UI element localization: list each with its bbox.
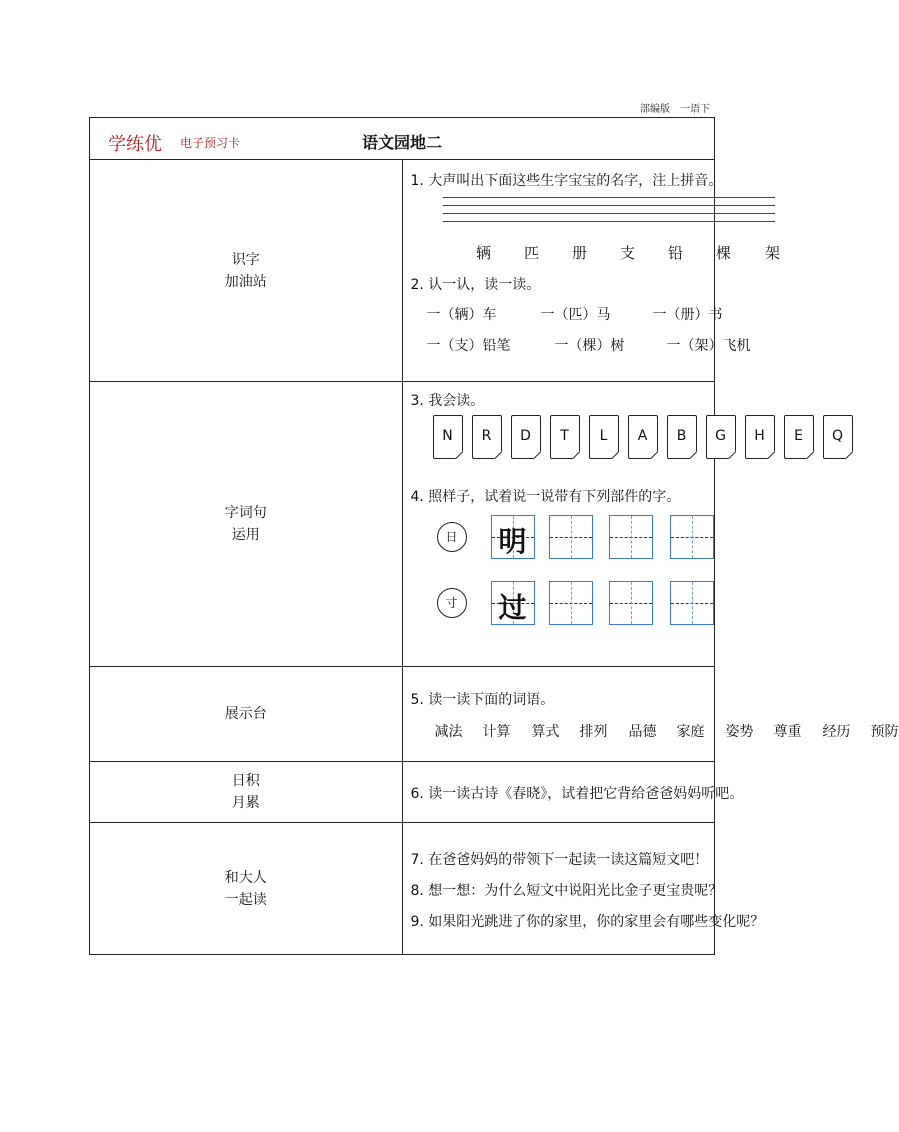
- letter-card: [823, 415, 853, 459]
- question-4: 4. 照样子，试着说一说带有下列部件的字。: [410, 489, 681, 505]
- radical-circle: 寸: [437, 588, 467, 618]
- letter: E: [794, 428, 803, 444]
- preview-card-table: [89, 117, 899, 955]
- letter: Q: [831, 428, 844, 444]
- radical-circle: 日: [437, 522, 467, 552]
- pinyin-line: [443, 213, 775, 214]
- new-char: 匹: [523, 244, 539, 262]
- measure-phrase: 一（架）飞机: [666, 338, 751, 354]
- section-label-line: 加油站: [224, 273, 267, 290]
- example-grid: [491, 515, 535, 559]
- letter: B: [676, 428, 687, 444]
- letter: D: [520, 428, 531, 444]
- section-label-line: 识字: [231, 251, 260, 268]
- letter-card: [628, 415, 658, 459]
- writing-grid[interactable]: [549, 515, 593, 559]
- new-char: 册: [571, 244, 587, 262]
- section-label-literacy: [90, 160, 403, 382]
- vocab-word: 姿势: [725, 724, 754, 740]
- title-row: [90, 118, 715, 160]
- new-char: 支: [619, 244, 635, 262]
- section-label-line: 运用: [231, 527, 260, 543]
- section-accumulation-content: [402, 762, 744, 823]
- section-literacy-content: [402, 160, 780, 382]
- letter-card: [589, 415, 619, 459]
- vocab-word: 减法: [434, 724, 463, 740]
- measure-phrase: 一（册）书: [652, 307, 723, 323]
- question-7: 7. 在爸爸妈妈的带领下一起读一读这篇短文吧！: [410, 852, 709, 868]
- example-grid: [491, 581, 535, 625]
- vocab-word: 家庭: [676, 724, 705, 740]
- question-2: 2. 认一认，读一读。: [410, 277, 541, 293]
- section-read-together-content: [402, 823, 765, 955]
- question-8: 8. 想一想：为什么短文中说阳光比金子更宝贵呢？: [410, 883, 723, 899]
- letter: A: [637, 428, 648, 444]
- measure-phrase: 一（匹）马: [540, 307, 611, 323]
- vocab-word: 经历: [822, 724, 851, 740]
- pinyin-line: [443, 205, 775, 206]
- letter: N: [442, 428, 453, 444]
- section-label-read-together: [90, 823, 403, 955]
- section-label-line: 和大人: [224, 869, 267, 886]
- vocab-word: 算式: [531, 724, 560, 740]
- letter-card: [706, 415, 736, 459]
- letter-card: [550, 415, 580, 459]
- letter-card: [784, 415, 814, 459]
- brand-subtitle: 电子预习卡: [180, 136, 241, 150]
- section-label-showcase: [90, 667, 403, 762]
- question-5: 5. 读一读下面的词语。: [410, 692, 555, 708]
- edition-label: 部编版 一语下: [640, 104, 710, 115]
- example-character: 过: [498, 591, 527, 624]
- vocab-word: 计算: [482, 724, 511, 740]
- section-label-line: 月累: [231, 795, 260, 811]
- new-char: 辆: [475, 244, 491, 262]
- new-char: 架: [764, 244, 780, 262]
- letter: T: [560, 428, 569, 444]
- question-3: 3. 我会读。: [410, 393, 485, 409]
- question-9: 9. 如果阳光跳进了你的家里，你的家里会有哪些变化呢？: [410, 914, 765, 930]
- question-6: 6. 读一读古诗《春晓》，试着把它背给爸爸妈妈听吧。: [410, 786, 744, 802]
- writing-grid[interactable]: [609, 515, 653, 559]
- new-char: 铅: [667, 244, 683, 262]
- writing-grid[interactable]: [670, 581, 714, 625]
- section-label-line: 字词句: [224, 505, 267, 521]
- letter-card: [667, 415, 697, 459]
- vocab-word: 尊重: [773, 724, 802, 740]
- letter: L: [599, 428, 608, 444]
- example-character: 明: [498, 525, 527, 558]
- letter: H: [754, 428, 765, 444]
- brand-logo-text: 学练优: [108, 134, 162, 155]
- new-char: 棵: [715, 244, 731, 262]
- measure-phrase: 一（棵）树: [554, 338, 625, 354]
- letter-card: [433, 415, 463, 459]
- vocab-word: 预防: [870, 724, 899, 740]
- pinyin-line: [443, 221, 775, 222]
- pinyin-line: [443, 197, 775, 198]
- section-label-line: 一起读: [224, 891, 267, 908]
- section-showcase-content: [402, 667, 899, 762]
- writing-grid[interactable]: [670, 515, 714, 559]
- section-label-word-use: [90, 382, 403, 667]
- letter-card: [472, 415, 502, 459]
- letter-card: [511, 415, 541, 459]
- measure-phrase: 一（支）铅笔: [426, 338, 511, 354]
- measure-phrase: 一（辆）车: [426, 307, 497, 323]
- writing-grid[interactable]: [609, 581, 653, 625]
- section-word-use-content: [402, 382, 844, 667]
- section-label-accumulation: [90, 762, 403, 823]
- section-label-line: 展示台: [224, 706, 267, 722]
- section-label-line: 日积: [231, 773, 260, 789]
- letter: R: [481, 428, 492, 444]
- question-1: 1. 大声叫出下面这些生字宝宝的名字，注上拼音。: [410, 173, 723, 189]
- vocab-word: 排列: [579, 724, 608, 740]
- letter: G: [715, 428, 726, 444]
- letter-card: [745, 415, 775, 459]
- writing-grid[interactable]: [549, 581, 593, 625]
- vocab-word: 品德: [628, 724, 657, 740]
- page-title: 语文园地二: [361, 133, 442, 152]
